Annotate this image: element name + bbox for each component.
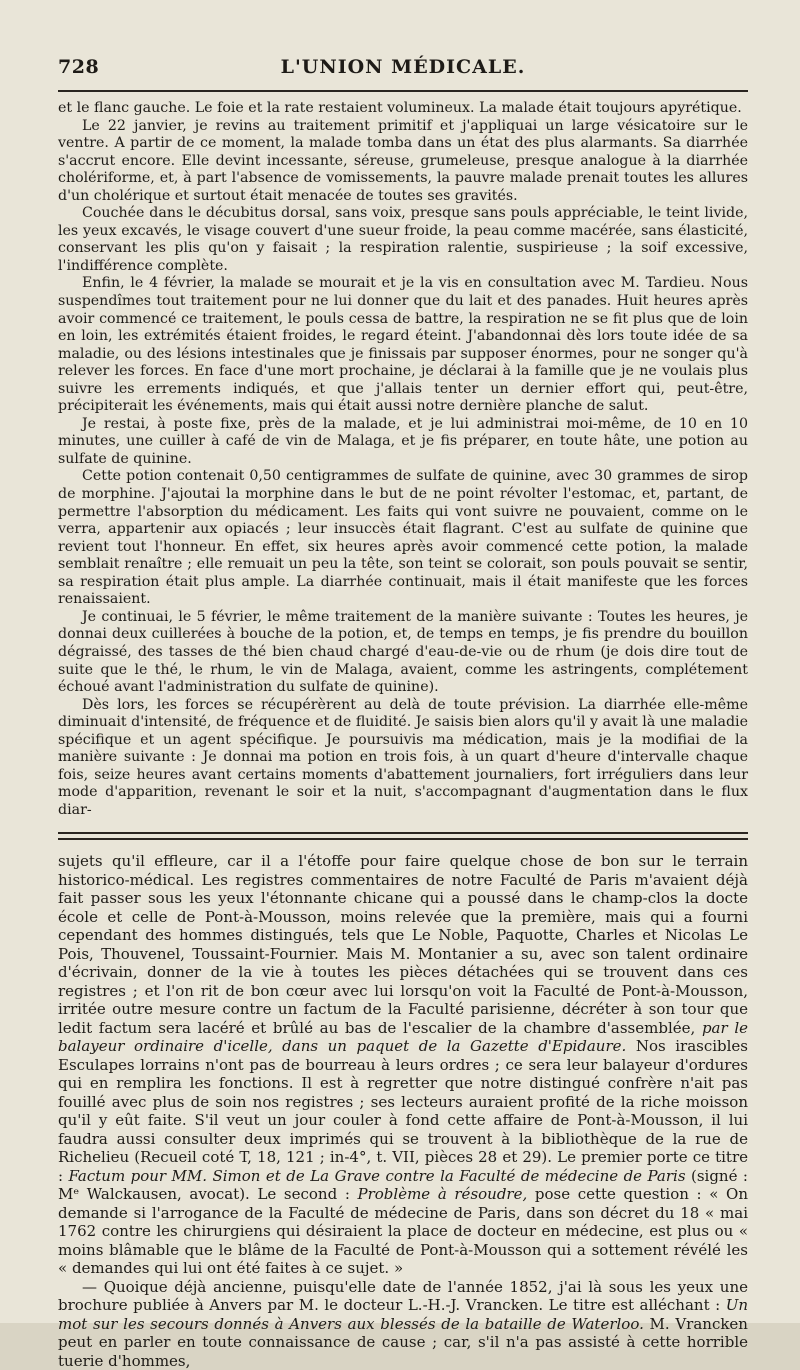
- italic-title: Factum pour MM. Simon et de La Grave contre la Faculté de médecine de Paris: [69, 1167, 686, 1185]
- page-header: [58, 56, 748, 86]
- text-run: sujets qu'il effleure, car il a l'étoffe pour faire quelque chose de bon sur le terrain historico-médical. Les registres commentaires de notre Faculté de Paris m'avaient déjà fait passer sous les yeux l'étonnante chicane qui a poussé dans le champ-clos la docte école et celle de Pont-à-Mousson, moins relevée que la première, mais qui a fourni cependant des hommes distingués, tels que Le Noble, Paquotte, Charles et Nicolas Le Pois, Thouvenel, Toussaint-Fournier. Mais M. Montanier a su, avec son talent ordinaire d'écrivain, donner de la vie à toutes les pièces détachées qui se trouvent dans ces registres ; et l'on rit de bon cœur avec lui lorsqu'on voit la Faculté de Pont-à-Mousson, irritée outre mesure contre un factum de la Faculté parisienne, décréter à son tour que ledit factum sera lacéré et brûlé au bas de l'escalier de la chambre d'assemblée,: [58, 852, 748, 1037]
- feuilleton-paragraph: [58, 1278, 748, 1370]
- header-rule: [58, 90, 748, 92]
- paragraph: Je continuai, le 5 février, le même traitement de la manière suivante : Toutes les heures, je donnai deux cuillerées à bouche de la potion, et, de temps en temps, je fis prendre du bouillon dégraissé, des tasses de thé bien chaud chargé d'eau-de-vie ou de rhum (je dois dire tout de suite que le thé, le rhum, le vin de Malaga, avaient, comme les astringents, complétement échoué avant l'administration du sulfate de quinine).: [58, 609, 748, 697]
- running-title: L'UNION MÉDICALE.: [58, 56, 748, 78]
- text-run: — Quoique déjà ancienne, puisqu'elle date de l'année 1852, j'ai là sous les yeux une brochure publiée à Anvers par M. le docteur L.-H.-J. Vrancken. Le titre est alléchant :: [58, 1278, 748, 1315]
- paragraph: Enfin, le 4 février, la malade se mourait et je la vis en consultation avec M. Tardieu. Nous suspendîmes tout traitement pour ne lui donner que du lait et des panades. Huit heures après avoir commencé ce traitement, le pouls cessa de battre, la respiration ne se fit plus que de loin en loin, les extrémités étaient froides, le regard éteint. J'abandonnai dès lors toute idée de sa maladie, ou des lésions intestinales que je finissais par supposer énormes, pour ne songer qu'à relever les forces. En face d'une mort prochaine, je déclarai à la famille que je ne voulais plus suivre les errements indiqués, et que j'allais tenter un dernier effort qui, peut-être, précipiterait les événements, mais qui était aussi notre dernière planche de salut.: [58, 275, 748, 415]
- main-article-text: [58, 100, 748, 819]
- text-run: Nos irascibles Esculapes lorrains n'ont pas de bourreau à leurs ordres ; ce sera leur balayeur d'ordures qui en remplira les fonctions. Il est à regretter que notre distingué confrère n'ait pas fouillé avec plus de soin nos registres ; ses lecteurs auraient profité de la riche moisson qu'il y eût faite. S'il veut un jour couler à fond cette affaire de Pont-à-Mousson, il lui faudra aussi consulter deux imprimés qui se trouvent à la bibliothèque de la rue de Richelieu (Recueil coté T, 18, 121 ; in-4°, t. VII, pièces 28 et 29). Le premier porte ce titre :: [58, 1037, 748, 1185]
- section-separator-top: [58, 832, 748, 834]
- text-run: pose cette question : « On demande si l'arrogance de la Faculté de médecine de Paris, dans son décret du 18 « mai 1762 contre les chirurgiens qui désiraient la place de docteur en médecine, est plus ou « moins blâmable que le blâme de la Faculté de Pont-à-Mousson qui a sottement révélé les « demandes qui lui ont été faites à ce sujet. »: [58, 1185, 748, 1277]
- italic-title: Un mot sur les secours donnés à Anvers aux blessés de la bataille de Waterloo.: [58, 1296, 748, 1333]
- italic-quote: par le balayeur ordinaire d'icelle, dans un paquet de la Gazette d'Epidaure.: [58, 1019, 748, 1056]
- page-number: 728: [58, 56, 99, 78]
- paragraph: Couchée dans le décubitus dorsal, sans voix, presque sans pouls appréciable, le teint livide, les yeux excavés, le visage couvert d'une sueur froide, la peau comme macérée, sans élasticité, conservant les plis qu'on y faisait ; la respiration ralentie, suspirieuse ; la soif excessive, l'indifférence complète.: [58, 205, 748, 275]
- feuilleton-paragraph: [58, 852, 748, 1278]
- paragraph: Je restai, à poste fixe, près de la malade, et je lui administrai moi-même, de 10 en 10 minutes, une cuiller à café de vin de Malaga, et je fis préparer, en toute hâte, une potion au sulfate de quinine.: [58, 416, 748, 469]
- paragraph: Le 22 janvier, je revins au traitement primitif et j'appliquai un large vésicatoire sur le ventre. A partir de ce moment, la malade tomba dans un état des plus alarmants. Sa diarrhée s'accrut encore. Elle devint incessante, séreuse, grumeleuse, presque analogue à la diarrhée cholériforme, et, à part l'absence de vomissements, la pauvre malade prenait toutes les allures d'un cholérique et surtout était menacée de toutes ses gravités.: [58, 118, 748, 206]
- text-run: (signé : Mᵉ Walckausen, avocat). Le second :: [58, 1167, 748, 1204]
- text-run: M. Vrancken peut en parler en toute connaissance de cause ; car, s'il n'a pas assisté à cette horrible tuerie d'hommes,: [58, 1315, 748, 1370]
- section-separator-bottom: [58, 838, 748, 840]
- paragraph: et le flanc gauche. Le foie et la rate restaient volumineux. La malade était toujours apyrétique.: [58, 100, 748, 118]
- paragraph: Cette potion contenait 0,50 centigrammes de sulfate de quinine, avec 30 grammes de sirop de morphine. J'ajoutai la morphine dans le but de ne point révolter l'estomac, et, partant, de permettre l'absorption du médicament. Les faits qui vont suivre ne pouvaient, comme on le verra, appartenir aux opiacés ; leur insuccès était flagrant. C'est au sulfate de quinine que revient tout l'honneur. En effet, six heures après avoir commencé cette potion, la malade semblait renaître ; elle remuait un peu la tête, son teint se colorait, son pouls pouvait se sentir, sa respiration était plus ample. La diarrhée continuait, mais il était manifeste que les forces renaissaient.: [58, 468, 748, 608]
- paragraph: Dès lors, les forces se récupérèrent au delà de toute prévision. La diarrhée elle-même diminuait d'intensité, de fréquence et de fluidité. Je saisis bien alors qu'il y avait là une maladie spécifique et un agent spécifique. Je poursuivis ma médication, mais je la modifiai de la manière suivante : Je donnai ma potion en trois fois, à un quart d'heure d'intervalle chaque fois, seize heures avant certains moments d'abattement journaliers, fort irréguliers dans leur mode d'apparition, revenant le soir et la nuit, s'accompagnant d'augmentation dans le flux diar-: [58, 697, 748, 820]
- italic-title: Problème à résoudre,: [358, 1185, 528, 1203]
- feuilleton-text: [58, 852, 748, 1370]
